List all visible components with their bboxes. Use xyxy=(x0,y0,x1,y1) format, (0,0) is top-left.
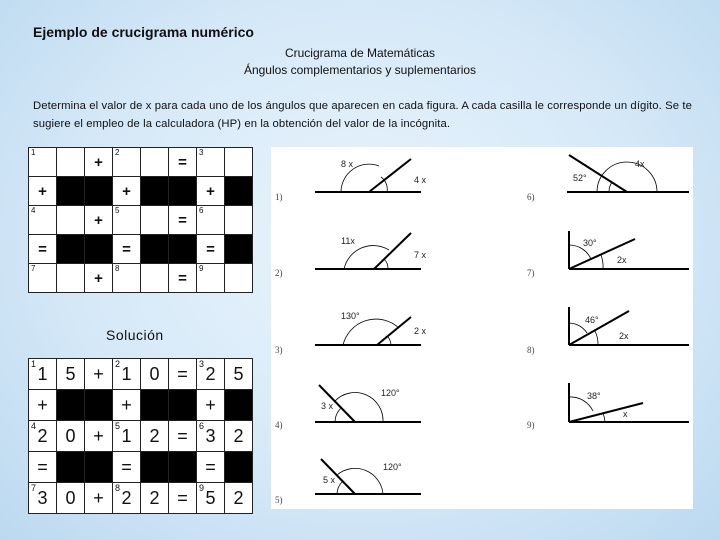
subtitle-line-2: Ángulos complementarios y suplementarios xyxy=(243,63,477,77)
cell-value: 0 xyxy=(65,425,76,446)
grid-cell-black xyxy=(85,177,113,206)
figure-6 xyxy=(527,155,689,202)
subtitle-line-1: Crucigrama de Matemáticas xyxy=(284,46,436,60)
grid-cell xyxy=(225,264,253,293)
cell-value: = xyxy=(37,456,48,477)
figure-index: 8) xyxy=(527,345,535,355)
crossword-grid xyxy=(28,147,253,293)
cell-value: = xyxy=(205,456,216,477)
grid-row xyxy=(29,452,253,483)
figure-index: 7) xyxy=(527,268,535,278)
cell-value: + xyxy=(205,394,216,415)
cell-number: 7 xyxy=(31,264,36,273)
figure-label: 120° xyxy=(383,462,402,472)
cell-number: 9 xyxy=(199,483,205,493)
grid-cell-black xyxy=(169,390,197,421)
grid-cell xyxy=(197,483,225,514)
grid-cell xyxy=(57,264,85,293)
grid-cell xyxy=(29,206,57,235)
figure-2 xyxy=(275,233,427,278)
figure-label: 2x xyxy=(617,255,627,265)
grid-cell xyxy=(197,452,225,483)
cell-value: + xyxy=(121,394,132,415)
cell-value: + xyxy=(38,182,47,200)
grid-cell-black xyxy=(57,177,85,206)
angle-figures xyxy=(271,147,693,509)
cell-value: 5 xyxy=(233,363,244,384)
cell-value: 2 xyxy=(149,425,160,446)
grid-cell xyxy=(85,483,113,514)
cell-number: 1 xyxy=(31,148,36,157)
cell-value: 5 xyxy=(65,363,76,384)
figure-9 xyxy=(527,383,689,430)
grid-cell xyxy=(113,264,141,293)
cell-value: 3 xyxy=(37,487,48,508)
grid-row xyxy=(29,359,253,390)
grid-cell-black xyxy=(141,390,169,421)
figure-1 xyxy=(275,159,427,202)
grid-cell xyxy=(169,359,197,390)
figure-label: 8 x xyxy=(341,159,354,169)
grid-cell-black xyxy=(169,452,197,483)
figure-label: x xyxy=(623,409,628,419)
grid-cell-black xyxy=(225,390,253,421)
cell-value: = xyxy=(206,240,215,258)
grid-cell xyxy=(57,148,85,177)
grid-cell xyxy=(197,206,225,235)
grid-cell xyxy=(141,421,169,452)
grid-row xyxy=(29,483,253,514)
grid-cell xyxy=(29,359,57,390)
grid-cell-black xyxy=(141,235,169,264)
grid-cell xyxy=(197,390,225,421)
cell-number: 5 xyxy=(115,206,120,215)
cell-number: 3 xyxy=(199,148,204,157)
grid-cell xyxy=(169,148,197,177)
cell-value: 0 xyxy=(65,487,76,508)
cell-value: + xyxy=(93,363,104,384)
instructions-text: Determina el valor de x para cada uno de los ángulos que aparecen en cada figura. A cada casilla le corresponde un dígito. Se te sugiere el empleo de la calculadora (HP) en la obtención del valor de la incógnita. xyxy=(33,100,693,130)
grid-cell-black xyxy=(57,235,85,264)
grid-cell xyxy=(113,148,141,177)
grid-row xyxy=(29,264,253,293)
figure-label: 120° xyxy=(381,388,400,398)
grid-cell xyxy=(113,359,141,390)
figure-7 xyxy=(527,231,689,278)
cell-value: + xyxy=(94,211,103,229)
grid-cell-black xyxy=(57,390,85,421)
grid-cell xyxy=(113,206,141,235)
cell-number: 4 xyxy=(31,421,37,431)
grid-cell xyxy=(29,452,57,483)
grid-cell xyxy=(113,452,141,483)
cell-value: 5 xyxy=(205,487,216,508)
figure-label: 5 x xyxy=(323,475,336,485)
grid-row xyxy=(29,235,253,264)
figure-index: 4) xyxy=(275,420,283,430)
grid-cell-black xyxy=(169,235,197,264)
grid-cell xyxy=(57,483,85,514)
cell-value: + xyxy=(122,182,131,200)
cell-value: 3 xyxy=(205,425,216,446)
figure-index: 2) xyxy=(275,268,283,278)
cell-value: 1 xyxy=(121,363,132,384)
figure-label: 11x xyxy=(341,236,355,246)
cell-value: 1 xyxy=(121,425,132,446)
grid-cell xyxy=(29,390,57,421)
grid-cell-black xyxy=(57,452,85,483)
cell-value: 1 xyxy=(37,363,48,384)
cell-number: 2 xyxy=(115,148,120,157)
grid-cell xyxy=(225,421,253,452)
cell-number: 2 xyxy=(115,359,121,369)
cell-value: = xyxy=(177,363,188,384)
cell-number: 5 xyxy=(115,421,121,431)
grid-cell xyxy=(113,235,141,264)
grid-cell xyxy=(169,206,197,235)
cell-number: 9 xyxy=(199,264,204,273)
cell-value: 2 xyxy=(149,487,160,508)
grid-cell xyxy=(197,148,225,177)
figure-label: 52° xyxy=(573,173,587,183)
cell-number: 6 xyxy=(199,206,204,215)
grid-cell xyxy=(197,359,225,390)
grid-cell xyxy=(113,390,141,421)
grid-cell xyxy=(85,148,113,177)
grid-cell xyxy=(57,359,85,390)
figure-8 xyxy=(527,307,689,355)
grid-cell-black xyxy=(85,390,113,421)
figure-label: 46° xyxy=(585,315,599,325)
grid-cell xyxy=(29,421,57,452)
cell-value: 2 xyxy=(233,425,244,446)
figure-label: 38° xyxy=(587,391,601,401)
cell-value: 2 xyxy=(205,363,216,384)
grid-cell xyxy=(141,264,169,293)
figure-3 xyxy=(275,311,427,355)
cell-value: + xyxy=(37,394,48,415)
cell-value: = xyxy=(178,153,187,171)
grid-cell xyxy=(169,421,197,452)
grid-row xyxy=(29,177,253,206)
figure-label: 30° xyxy=(583,238,597,248)
grid-cell xyxy=(197,264,225,293)
grid-cell xyxy=(225,483,253,514)
grid-cell xyxy=(141,206,169,235)
figure-index: 1) xyxy=(275,192,283,202)
grid-cell xyxy=(225,359,253,390)
figure-label: 7 x xyxy=(414,250,427,260)
grid-row xyxy=(29,390,253,421)
cell-value: = xyxy=(121,456,132,477)
figure-label: 4x xyxy=(635,159,645,169)
grid-cell xyxy=(85,421,113,452)
cell-number: 1 xyxy=(31,359,37,369)
figure-label: 130° xyxy=(341,311,360,321)
figure-index: 9) xyxy=(527,420,535,430)
grid-cell xyxy=(29,177,57,206)
cell-value: = xyxy=(122,240,131,258)
cell-value: + xyxy=(93,487,104,508)
grid-cell xyxy=(197,177,225,206)
angle-figures-panel xyxy=(271,147,693,509)
cell-value: 2 xyxy=(233,487,244,508)
cell-value: = xyxy=(178,269,187,287)
grid-cell xyxy=(29,264,57,293)
grid-cell-black xyxy=(85,452,113,483)
solution-grid xyxy=(28,358,253,514)
cell-value: 0 xyxy=(149,363,160,384)
grid-row xyxy=(29,206,253,235)
cell-value: + xyxy=(94,153,103,171)
grid-cell xyxy=(29,483,57,514)
cell-value: = xyxy=(178,211,187,229)
grid-cell xyxy=(57,421,85,452)
figure-5 xyxy=(275,459,421,505)
cell-value: + xyxy=(93,425,104,446)
grid-cell xyxy=(29,235,57,264)
figure-4 xyxy=(275,385,421,430)
figure-index: 5) xyxy=(275,495,283,505)
grid-cell-black xyxy=(225,452,253,483)
figure-label: 4 x xyxy=(414,175,427,185)
grid-cell-black xyxy=(225,235,253,264)
grid-cell xyxy=(85,359,113,390)
page-title: Ejemplo de crucigrama numérico xyxy=(33,24,254,40)
figure-index: 3) xyxy=(275,345,283,355)
grid-cell xyxy=(169,483,197,514)
grid-cell xyxy=(225,206,253,235)
grid-cell xyxy=(141,359,169,390)
grid-cell-black xyxy=(141,452,169,483)
grid-row xyxy=(29,148,253,177)
cell-number: 7 xyxy=(31,483,37,493)
cell-number: 4 xyxy=(31,206,36,215)
grid-cell xyxy=(197,421,225,452)
grid-cell xyxy=(113,177,141,206)
grid-cell-black xyxy=(85,235,113,264)
grid-cell-black xyxy=(169,177,197,206)
grid-cell xyxy=(141,148,169,177)
grid-row xyxy=(29,421,253,452)
grid-cell xyxy=(85,264,113,293)
grid-cell xyxy=(29,148,57,177)
grid-cell xyxy=(141,483,169,514)
cell-value: = xyxy=(177,425,188,446)
grid-cell-black xyxy=(225,177,253,206)
cell-value: + xyxy=(206,182,215,200)
figure-label: 3 x xyxy=(321,401,334,411)
cell-number: 3 xyxy=(199,359,205,369)
grid-cell xyxy=(197,235,225,264)
cell-number: 8 xyxy=(115,483,121,493)
figure-label: 2x xyxy=(619,331,629,341)
cell-number: 8 xyxy=(115,264,120,273)
grid-cell xyxy=(225,148,253,177)
figure-label: 2 x xyxy=(414,326,427,336)
solution-label: Solución xyxy=(106,327,164,343)
cell-value: 2 xyxy=(37,425,48,446)
figure-index: 6) xyxy=(527,192,535,202)
grid-cell xyxy=(85,206,113,235)
cell-value: = xyxy=(38,240,47,258)
grid-cell xyxy=(57,206,85,235)
grid-cell xyxy=(169,264,197,293)
cell-value: + xyxy=(94,269,103,287)
grid-cell-black xyxy=(141,177,169,206)
cell-number: 6 xyxy=(199,421,205,431)
grid-cell xyxy=(113,421,141,452)
grid-cell xyxy=(113,483,141,514)
cell-value: 2 xyxy=(121,487,132,508)
cell-value: = xyxy=(177,487,188,508)
subtitle xyxy=(0,45,720,79)
